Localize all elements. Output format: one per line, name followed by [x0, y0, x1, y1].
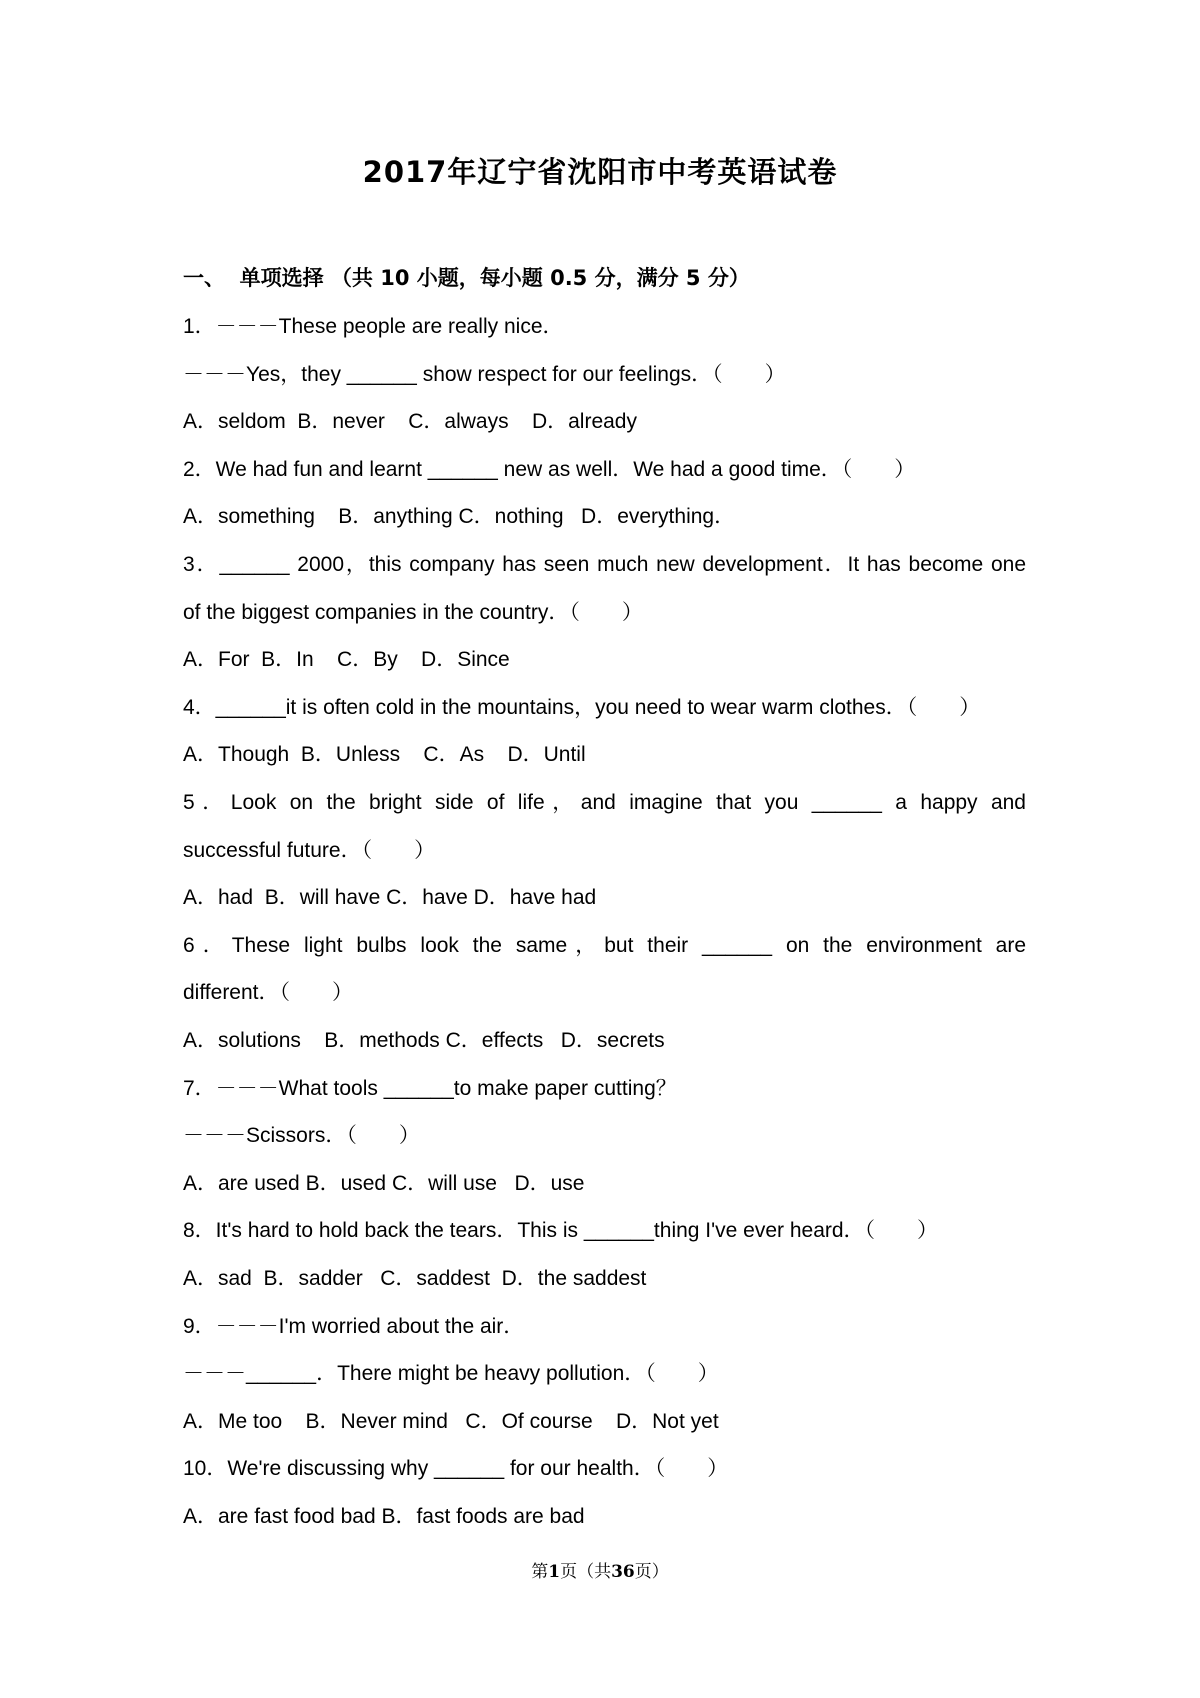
- question-line: 9．－－－I'm worried about the air．: [183, 1314, 525, 1338]
- question-line: A．Though B．Unless C．As D．Until: [183, 743, 586, 767]
- question-line: 7．－－－What tools ______to make paper cutting？: [183, 1076, 677, 1100]
- question-line: 1．－－－These people are really nice．: [183, 315, 564, 338]
- question-line: 6．These light bulbs look the same，but their ______ on the environment are: [183, 933, 1026, 957]
- question-line: 3．______ 2000，this company has seen much new development．It has become one: [183, 553, 1026, 576]
- question-line: A．are fast food bad B．fast foods are bad: [183, 1505, 585, 1528]
- question-line: －－－Scissors．（ ）: [183, 1124, 420, 1148]
- question-line: A．seldom B．never C．always D．already: [183, 410, 637, 434]
- question-line: 10．We're discussing why ______ for our health．（ ）: [183, 1457, 729, 1481]
- question-line: A．are used B．used C．will use D．use: [183, 1171, 585, 1195]
- question-line: A．something B．anything C．nothing D．everything．: [183, 505, 736, 529]
- question-line: different．（ ）: [183, 981, 353, 1005]
- exam-title: 2017年辽宁省沈阳市中考英语试卷: [362, 155, 838, 189]
- question-line: 4．______it is often cold in the mountains，you need to wear warm clothes．（ ）: [183, 695, 981, 719]
- question-line: －－－Yes，they ______ show respect for our feelings．（ ）: [183, 362, 786, 386]
- question-line: 5．Look on the bright side of life，and imagine that you ______ a happy and: [183, 791, 1026, 814]
- question-line: A．Me too B．Never mind C．Of course D．Not yet: [183, 1409, 719, 1433]
- question-line: －－－______．There might be heavy pollution．（ ）: [183, 1362, 719, 1386]
- page-number: 1: [548, 1562, 561, 1582]
- question-line: of the biggest companies in the country．（ ）: [183, 600, 643, 624]
- page-footer: [0, 1557, 1200, 1582]
- question-line: A．solutions B．methods C．effects D．secrets: [183, 1029, 665, 1052]
- total-pages: 36: [611, 1562, 635, 1582]
- question-line: A．had B．will have C．have D．have had: [183, 886, 597, 910]
- section-heading: 一、 单项选择 （共 10 小题，每小题 0.5 分，满分 5 分）: [183, 266, 750, 290]
- footer-suffix: 页）: [634, 1562, 669, 1582]
- question-line: successful future．（ ）: [183, 838, 436, 862]
- question-line: A．sad B．sadder C．saddest D．the saddest: [183, 1267, 647, 1290]
- footer-middle: 页（共: [560, 1562, 612, 1582]
- footer-prefix: 第: [531, 1562, 549, 1582]
- question-line: 2．We had fun and learnt ______ new as well．We had a good time．（ ）: [183, 457, 916, 481]
- question-line: 8．It's hard to hold back the tears．This is ______thing I've ever heard．（ ）: [183, 1219, 939, 1243]
- question-line: A．For B．In C．By D．Since: [183, 648, 510, 672]
